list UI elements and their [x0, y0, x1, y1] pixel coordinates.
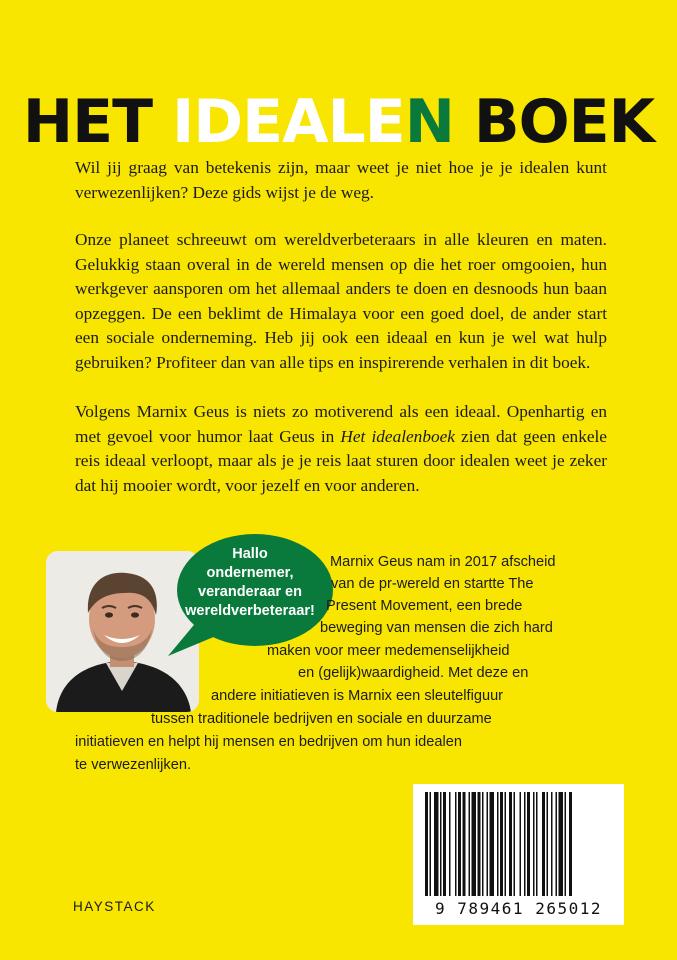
bio-line: maken voor meer medemenselijkheid — [267, 643, 510, 659]
barcode-bar — [482, 792, 484, 896]
barcode-bar — [478, 792, 481, 896]
book-title-italic: Het idealenboek — [340, 426, 455, 446]
barcode-bar — [472, 792, 477, 896]
bio-line: en (gelijk)waardigheid. Met deze en — [298, 665, 529, 681]
blurb-paragraph-1: Wil jij graag van betekenis zijn, maar weet je niet hoe je je idealen kunt verwezenlijken? Deze gids wijst je de weg. — [75, 158, 607, 202]
title-n: N — [404, 87, 454, 158]
barcode-bar — [443, 792, 446, 896]
bio-line: tussen traditionele bedrijven en sociale en duurzame — [151, 711, 492, 727]
bio-line: van de pr-wereld en startte The — [331, 576, 534, 592]
bio-line: initiatieven en helpt hij mensen en bedrijven om hun idealen — [75, 734, 462, 750]
speech-bubble-text — [176, 545, 324, 621]
barcode-bar — [449, 792, 451, 896]
publisher-logo: HAYSTACK — [73, 899, 156, 914]
barcode-bar — [509, 792, 512, 896]
barcode-bar — [536, 792, 538, 896]
barcode-bar — [559, 792, 564, 896]
barcode-icon — [413, 792, 624, 904]
barcode-bar — [500, 792, 503, 896]
bubble-line-4: wereldverbeteraar! — [185, 603, 315, 619]
isbn-barcode — [413, 784, 624, 925]
barcode-bar — [551, 792, 553, 896]
bio-line: Present Movement, een brede — [326, 598, 523, 614]
barcode-bar — [533, 792, 535, 896]
book-title — [0, 87, 677, 158]
bubble-line-2: ondernemer, — [206, 565, 294, 581]
barcode-bar — [514, 792, 516, 896]
barcode-bar — [542, 792, 545, 896]
blurb-paragraph-3 — [75, 400, 607, 498]
blurb-paragraph-3-end: zien dat geen enkele reis ideaal verloopt, maar als je je reis laat sturen door idealen weet je zeker dat hij mooier wordt, voor jezelf en voor anderen. — [75, 426, 607, 495]
title-boek: BOEK — [453, 87, 655, 158]
bio-line: Marnix Geus nam in 2017 afscheid — [330, 554, 556, 570]
barcode-bar — [487, 792, 489, 896]
barcode-bar — [469, 792, 471, 896]
isbn-number: 9 789461 265012 — [435, 899, 602, 918]
barcode-bar — [440, 792, 442, 896]
barcode-bar — [505, 792, 507, 896]
barcode-bar — [430, 792, 432, 896]
barcode-bar — [556, 792, 558, 896]
barcode-bar — [569, 792, 572, 896]
barcode-bar — [520, 792, 522, 896]
barcode-bar — [425, 792, 428, 896]
title-ideale: IDEALE — [171, 87, 405, 158]
bio-line: te verwezenlijken. — [75, 757, 191, 773]
barcode-bar — [527, 792, 530, 896]
bio-line: andere initiatieven is Marnix een sleutelfiguur — [211, 688, 504, 704]
barcode-bar — [524, 792, 526, 896]
barcode-bar — [547, 792, 549, 896]
bubble-line-1: Hallo — [232, 546, 268, 562]
barcode-bar — [458, 792, 461, 896]
barcode-bar — [490, 792, 495, 896]
barcode-bar — [434, 792, 439, 896]
bio-line: beweging van mensen die zich hard — [320, 620, 553, 636]
blurb-paragraph-3-start: Volgens Marnix Geus is niets zo motiverend als een ideaal. Openhartig en met gevoel voor humor laat Geus in — [75, 402, 607, 446]
barcode-bar — [497, 792, 499, 896]
bubble-line-3: veranderaar en — [198, 584, 302, 600]
blurb-paragraph-2: Onze planeet schreeuwt om wereldverbeteraars in alle kleuren en maten. Gelukkig staan overal in de wereld mensen op die het roer omgooien, hun werkgever aansporen om het allemaal anders te doen en desnoods hun baan opzeggen. De een beklimt de Himalaya voor een goed doel, de ander start een sociale onderneming. Heb jij ook een ideaal en kun je wel wat hulp gebruiken? Profiteer dan van alle tips en inspirerende verhalen in dit boek. — [75, 230, 607, 372]
barcode-bar — [565, 792, 567, 896]
barcode-bar — [455, 792, 457, 896]
barcode-bar — [463, 792, 466, 896]
title-het: HET — [22, 87, 172, 158]
